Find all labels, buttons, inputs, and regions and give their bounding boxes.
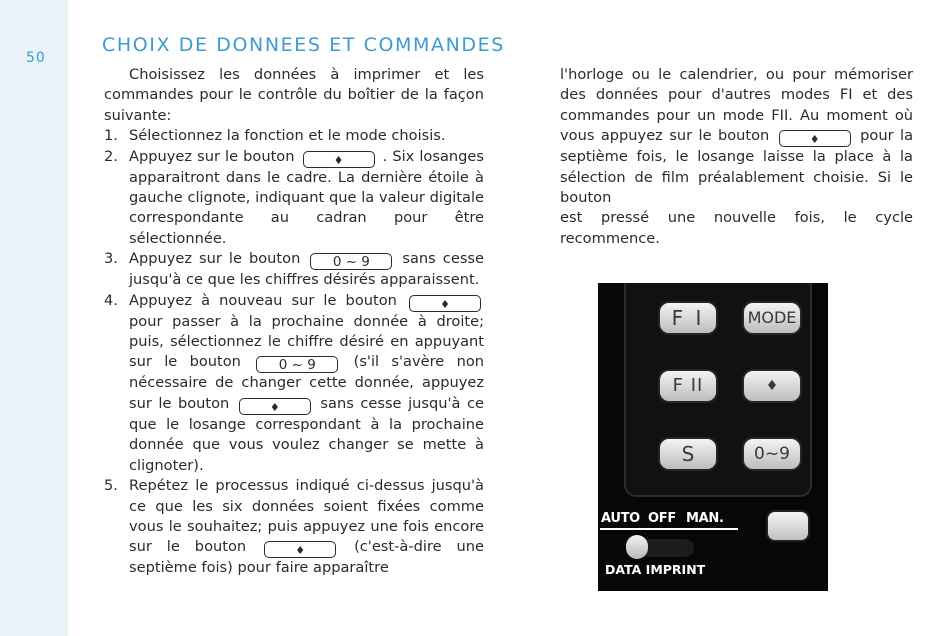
f2-button[interactable]: F II bbox=[658, 369, 718, 403]
page-margin-strip bbox=[0, 0, 68, 636]
step-text: sans cesse jusqu'à ce que les chiffres désirés apparaissent. bbox=[129, 250, 484, 289]
step-text: Sélectionnez la fonction et le mode choisis. bbox=[129, 127, 446, 145]
step-text: Appuyez à nouveau sur le bouton bbox=[129, 291, 397, 309]
page-number: 50 bbox=[26, 50, 46, 66]
paragraph-text: est pressé une nouvelle fois, le cycle recommence. bbox=[560, 209, 913, 247]
data-imprint-switch[interactable] bbox=[598, 501, 748, 591]
step-text: sans cesse jusqu'à ce que le losange correspondant à la prochaine donnée que vous voulez changer se mette à clignoter). bbox=[129, 394, 484, 474]
digits-key-symbol: 0 ~ 9 bbox=[310, 253, 392, 270]
steps-list bbox=[104, 126, 484, 579]
digits-button[interactable]: 0~9 bbox=[742, 437, 802, 471]
list-item bbox=[104, 126, 484, 146]
step-number: 4. bbox=[104, 291, 118, 309]
list-item bbox=[104, 291, 484, 476]
list-item bbox=[104, 249, 484, 290]
paragraph-text: l'horloge ou le calendrier, ou pour mémoriser des données pour d'autres modes FI et des commandes pour un mode FII. Au moment où vous appuyez sur le bouton bbox=[560, 66, 913, 145]
camera-data-back-photo bbox=[598, 283, 828, 591]
diamond-key-symbol: ♦ bbox=[409, 295, 481, 312]
step-number: 3. bbox=[104, 250, 118, 268]
step-text: pour passer à la prochaine donnée à droite; puis, sélectionnez le chiffre désiré en appuyant sur le bouton bbox=[129, 312, 484, 371]
list-item bbox=[104, 476, 484, 579]
diamond-button[interactable]: ♦ bbox=[742, 369, 802, 403]
man-label: MAN. bbox=[686, 511, 724, 526]
auto-label: AUTO bbox=[601, 511, 640, 526]
imprint-button[interactable] bbox=[766, 510, 810, 542]
page-title: CHOIX DE DONNEES ET COMMANDES bbox=[102, 34, 505, 56]
step-text: Appuyez sur le bouton bbox=[129, 147, 295, 165]
diamond-key-symbol: ♦ bbox=[779, 130, 851, 147]
left-column bbox=[104, 65, 484, 579]
step-number: 2. bbox=[104, 147, 118, 165]
mode-button[interactable]: MODE bbox=[742, 301, 802, 335]
right-column bbox=[560, 65, 913, 249]
step-text: (c'est-à-dire une septième fois) pour faire apparaître bbox=[129, 538, 485, 577]
s-button[interactable]: S bbox=[658, 437, 718, 471]
step-number: 1. bbox=[104, 127, 118, 145]
step-text: (s'il s'avère non nécessaire de changer cette donnée, appuyez sur le bouton bbox=[129, 353, 485, 412]
switch-knob[interactable] bbox=[626, 535, 648, 559]
f1-button[interactable]: F I bbox=[658, 301, 718, 335]
button-panel bbox=[624, 283, 812, 497]
diamond-key-symbol: ♦ bbox=[264, 541, 336, 558]
paragraph-text: pour la septième fois, le losange laisse la place à la sélection de film préalablement choisie. Si le bouton bbox=[560, 127, 914, 207]
step-text: . Six losanges apparaitront dans le cadre. La dernière étoile à gauche clignote, indiquant que la valeur digitale correspondante au cadran pour être sélectionnée. bbox=[129, 147, 485, 247]
list-item bbox=[104, 147, 484, 250]
digits-key-symbol: 0 ~ 9 bbox=[256, 356, 338, 373]
diamond-key-symbol: ♦ bbox=[303, 151, 375, 168]
data-imprint-label: DATA IMPRINT bbox=[605, 562, 706, 577]
diamond-key-symbol: ♦ bbox=[239, 398, 311, 415]
step-text: Appuyez sur le bouton bbox=[129, 250, 301, 268]
step-text: Repétez le processus indiqué ci-dessus jusqu'à ce que les six données soient fixées comme vous le souhaitez; puis appuyez une fois encore sur le bouton bbox=[129, 477, 484, 556]
intro-paragraph: Choisissez les données à imprimer et les commandes pour le contrôle du boîtier de la façon suivante: bbox=[104, 66, 484, 124]
switch-scale-line bbox=[600, 528, 738, 530]
step-number: 5. bbox=[104, 477, 118, 495]
off-label: OFF bbox=[648, 511, 676, 526]
